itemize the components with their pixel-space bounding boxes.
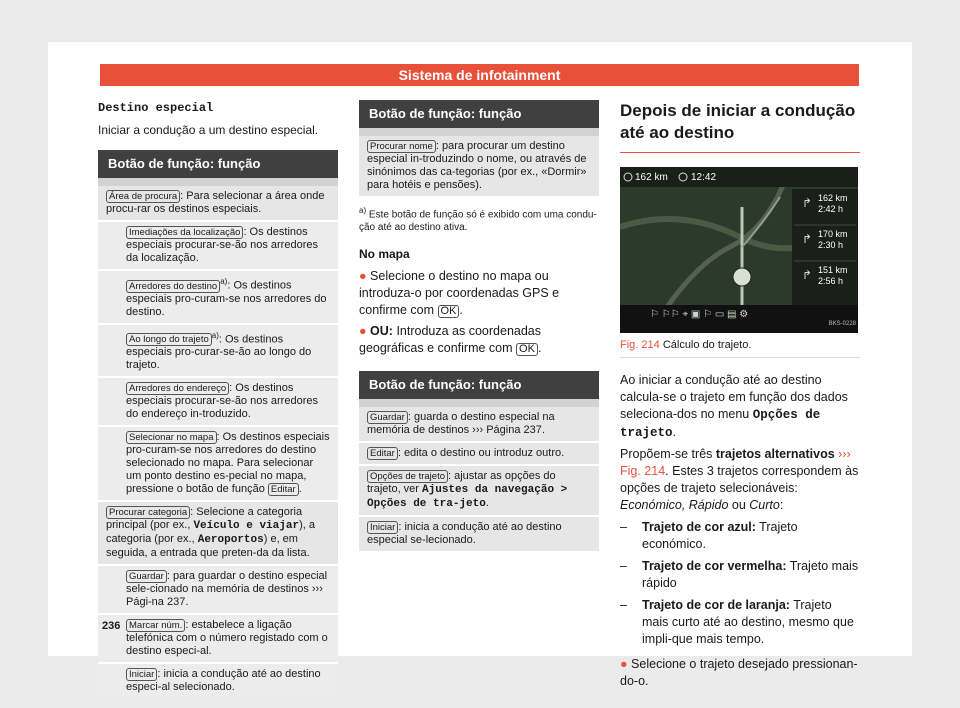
item-label: Trajeto de cor azul: xyxy=(642,520,756,534)
ok-button-ref: OK xyxy=(516,343,538,356)
item-text: Trajeto económico. xyxy=(642,520,798,551)
table-row xyxy=(98,502,338,566)
table-row xyxy=(98,378,338,427)
row-text: : edita o destino ou introduz outro. xyxy=(397,447,565,460)
row-text: : para procurar um destino especial in-troduzindo o nome, ou através de sinónimos das ca-tegorias (por ex., «Dormir» para hotéis e pensões). xyxy=(367,140,587,191)
route-time: 2:42 h xyxy=(818,204,844,214)
route-time: 2:56 h xyxy=(818,276,844,286)
figure-number: Fig. 214 xyxy=(620,339,660,351)
svg-text:↱: ↱ xyxy=(802,268,813,282)
svg-text:↱: ↱ xyxy=(802,232,813,246)
item-label: Trajeto de cor de laranja: xyxy=(642,598,790,612)
menu-path: Aeroportos xyxy=(197,534,264,547)
function-button: Iniciar xyxy=(367,521,398,534)
table-row xyxy=(359,136,599,196)
function-button: Opções de trajeto xyxy=(367,470,448,483)
paragraph: Ao iniciar a condução até ao destino calcula-se o trajeto em função dos dados seleciona-dos no menu Opções de trajeto. xyxy=(620,373,848,440)
section-heading: Destino especial xyxy=(98,101,214,115)
row-text: ), a categoria (por ex., xyxy=(106,519,315,546)
list-item: – Trajeto de cor vermelha: Trajeto mais rápido xyxy=(620,559,859,590)
row-text: : inicia a condução até ao destino especial se-lecionado. xyxy=(367,521,562,547)
menu-path: Veículo e viajar xyxy=(193,520,300,533)
italic-text: Curto xyxy=(749,498,780,512)
table-row xyxy=(359,407,599,443)
table-row xyxy=(98,615,338,664)
footnote xyxy=(359,204,599,234)
function-button: Iniciar xyxy=(126,668,157,681)
column-2 xyxy=(359,100,599,551)
route-km: 170 km xyxy=(818,229,848,239)
table-subheader xyxy=(359,399,599,407)
function-button: Marcar núm. xyxy=(126,619,185,632)
function-button: Imediações da localização xyxy=(126,226,243,239)
figure-caption xyxy=(620,337,860,358)
table-row xyxy=(98,325,338,379)
figure-link[interactable]: ››› Fig. 214 xyxy=(620,447,851,478)
row-text: : Os destinos especiais procurar-se-ão nos arredores do endereço in-troduzido. xyxy=(126,382,318,421)
ok-button-ref: OK xyxy=(438,305,460,318)
row-text: : estabelece a ligação telefónica com o número registado com o destino especi-al. xyxy=(126,619,328,658)
route-option-1[interactable] xyxy=(818,193,848,215)
row-text: : inicia a condução até ao destino especi-al selecionado. xyxy=(126,668,321,694)
bullet-text: Introduza as coordenadas geográficas e confirme com xyxy=(359,324,541,356)
table-row xyxy=(98,186,338,222)
function-table-2 xyxy=(359,100,599,196)
row-text: : para guardar o destino especial sele-cionado na memória de destinos ››› Pági-na 237. xyxy=(126,570,328,609)
bullet: ● OU: Introduza as coordenadas geográficas e confirme com OK . xyxy=(359,324,542,356)
footnote-ref: a) xyxy=(220,277,228,286)
bullet-bold: OU: xyxy=(370,324,393,339)
table-title: Botão de função: função xyxy=(98,150,338,178)
navigation-screenshot xyxy=(620,167,858,333)
function-table-1 xyxy=(98,150,338,698)
row-text: : Os destinos especiais pro-curam-se nos arredores do destino. xyxy=(126,279,327,318)
row-text: ) e, em seguida, a entrada que preten-da da lista. xyxy=(106,533,310,560)
function-button: Procurar categoria xyxy=(106,506,190,519)
function-button: Guardar xyxy=(126,570,167,583)
map-title: No mapa xyxy=(359,247,410,262)
bullet: ● Selecione o destino no mapa ou introduza-o por coordenadas GPS e confirme com OK . xyxy=(359,269,560,318)
svg-text:↱: ↱ xyxy=(802,196,813,210)
function-table-3 xyxy=(359,371,599,551)
row-text: : Os destinos especiais pro-curam-se nos arredores do destino selecionado no mapa. Para selecionar um ponto destino es-pecial no mapa, pressione o botão de função xyxy=(126,431,330,496)
row-text: : Os destinos especiais procurar-se-ão nos arredores da localização. xyxy=(126,226,318,264)
function-button: Selecionar no mapa xyxy=(126,431,217,444)
table-row xyxy=(98,566,338,615)
table-row xyxy=(98,222,338,271)
item-text: Trajeto mais rápido xyxy=(642,559,859,590)
row-text: : guarda o destino especial na memória de destinos ››› Página 237. xyxy=(367,411,555,437)
row-text: : Selecione a categoria principal (por ex., xyxy=(106,506,303,532)
row-text: : Para selecionar a área onde procu-rar os destinos especiais. xyxy=(106,190,325,215)
table-row xyxy=(359,466,599,517)
row-text: : Os destinos especiais pro-curar-se-ão ao longo do trajeto. xyxy=(126,333,312,372)
bullet-text: Selecione o destino no mapa ou introduza-o por coordenadas GPS e confirme com xyxy=(359,269,560,318)
function-button: Área de procura xyxy=(106,190,180,203)
page-number: 236 xyxy=(102,620,121,632)
table-title: Botão de função: função xyxy=(359,371,599,399)
function-button: Arredores do endereço xyxy=(126,382,229,395)
route-time: 2:30 h xyxy=(818,240,844,250)
column-3 xyxy=(620,100,860,690)
italic-text: Económico, Rápido xyxy=(620,498,729,512)
menu-path: Ajustes da navegação > Opções de tra-jeto xyxy=(367,484,568,511)
intro-text: Iniciar a condução a um destino especial. xyxy=(98,123,319,137)
bullet: ● Selecione o trajeto desejado pressionan-do-o. xyxy=(620,657,858,688)
text: ou xyxy=(731,498,746,512)
section-heading: Depois de iniciar a condução até ao destino xyxy=(620,100,860,153)
text: Propõem-se três xyxy=(620,447,713,461)
function-button: Editar xyxy=(367,447,398,460)
route-option-3[interactable] xyxy=(818,265,848,287)
row-text: : ajustar as opções do trajeto, ver xyxy=(367,470,556,496)
function-button: Guardar xyxy=(367,411,408,424)
table-subheader xyxy=(359,128,599,136)
text: Ao iniciar a condução até ao destino calcula-se o trajeto em função dos dados seleciona-dos no menu xyxy=(620,373,848,421)
row-text: . xyxy=(485,497,489,510)
function-button: Arredores do destino xyxy=(126,280,220,293)
table-subheader xyxy=(98,178,338,186)
route-km: 162 km xyxy=(818,193,848,203)
top-time: 12:42 xyxy=(691,172,717,183)
paragraph: Propõem-se três trajetos alternativos ››› Fig. 214. Estes 3 trajetos correspondem às opções de trajeto selecionáveis: Económico, Rápido ou Curto: xyxy=(620,447,859,512)
route-option-2[interactable] xyxy=(818,229,848,251)
list-item: – Trajeto de cor azul: Trajeto económico. xyxy=(620,520,798,551)
item-label: Trajeto de cor vermelha: xyxy=(642,559,787,573)
footnote-ref: a) xyxy=(211,330,219,340)
table-row xyxy=(98,664,338,698)
table-row xyxy=(98,271,338,325)
footnote-mark: a) xyxy=(359,206,367,215)
bold-text: trajetos alternativos xyxy=(715,447,835,461)
list-item: – Trajeto de cor de laranja: Trajeto mais curto até ao destino, mesmo que impli-que mais tempo. xyxy=(620,598,854,646)
table-row xyxy=(98,427,338,502)
bullet-text: Selecione o trajeto desejado pressionan-do-o. xyxy=(620,657,858,688)
item-text: Trajeto mais curto até ao destino, mesmo que impli-que mais tempo. xyxy=(642,598,854,646)
column-1 xyxy=(98,100,338,698)
route-km: 151 km xyxy=(818,265,848,275)
caption-text: Cálculo do trajeto. xyxy=(662,339,752,351)
table-row xyxy=(359,517,599,551)
route-list xyxy=(620,519,860,648)
function-button: Ao longo do trajeto xyxy=(126,333,212,346)
top-distance: 162 km xyxy=(635,172,668,183)
table-title: Botão de função: função xyxy=(359,100,599,128)
footnote-text: Este botão de função só é exibido com uma condu-ção até ao destino ativa. xyxy=(359,209,597,234)
function-button: Procurar nome xyxy=(367,140,436,153)
text: . Estes 3 trajetos correspondem às opções de trajeto selecionáveis: xyxy=(620,464,859,495)
svg-text:⚐ ⚐⚐ ⌖ ▣ ⚐ ▭ ▤ ⚙: ⚐ ⚐⚐ ⌖ ▣ ⚐ ▭ ▤ ⚙ xyxy=(650,309,749,320)
page-header: Sistema de infotainment xyxy=(100,64,859,86)
row-text: . xyxy=(298,483,302,496)
edit-button-ref: Editar xyxy=(268,483,299,496)
figure-code: BKS-0228 xyxy=(828,321,856,327)
table-row xyxy=(359,443,599,466)
menu-path: Opções de trajeto xyxy=(620,408,821,440)
